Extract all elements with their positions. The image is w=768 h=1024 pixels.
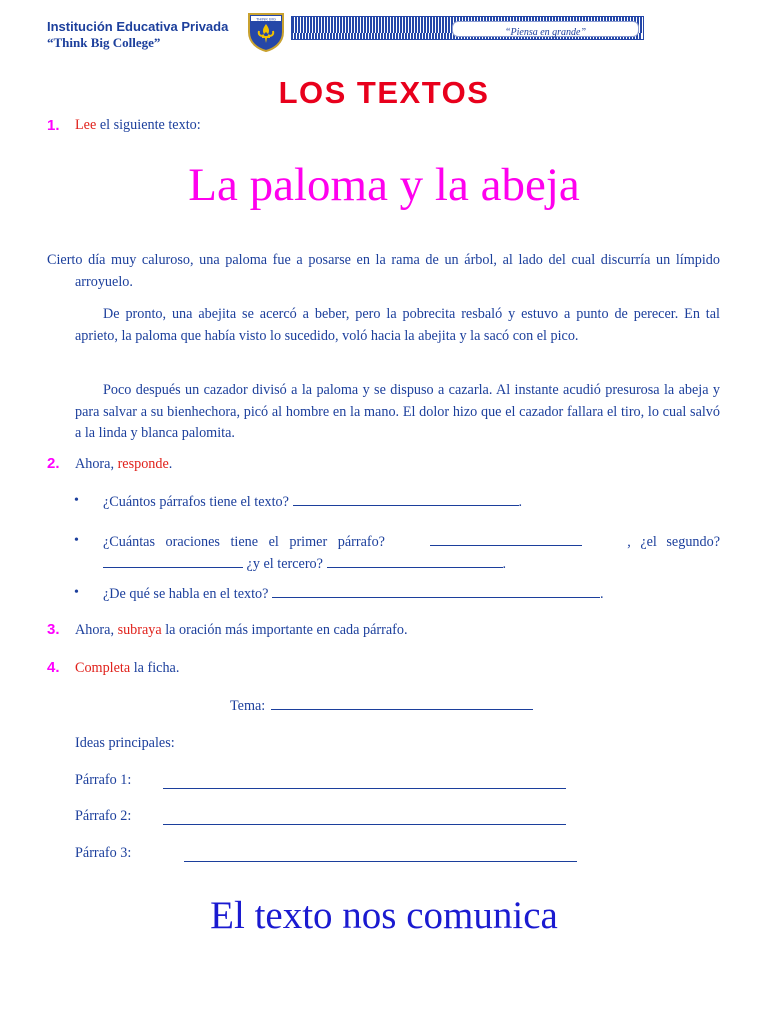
section-4-text: la ficha.	[130, 660, 180, 676]
tema-row	[230, 696, 533, 718]
question-3-text: ¿De qué se habla en el texto?	[103, 586, 269, 602]
section-1-instruction	[75, 115, 201, 137]
bullet-icon: •	[74, 533, 79, 548]
answer-2a-blank[interactable]	[430, 532, 582, 546]
story-title: La paloma y la abeja	[188, 159, 580, 211]
bullet-icon: •	[74, 585, 79, 600]
question-1-text: ¿Cuántos párrafos tiene el texto?	[103, 494, 289, 510]
question-1	[103, 492, 522, 514]
section-3-number: 3.	[47, 621, 60, 638]
paragraph-3-text: Poco después un cazador divisó a la paloma y se dispuso a cazarla. Al instante acudió presurosa la abeja y para salvar a su bienhechora, picó al hombre en la mano. El dolor hizo que el cazador fallara el tiro, lo cual salvó a la linda y blanca palomita.	[75, 382, 720, 441]
section-1-heading	[47, 117, 60, 135]
section-2-prefix: Ahora,	[75, 456, 118, 472]
parrafo-1-label: Párrafo 1:	[75, 772, 132, 788]
section-3-heading	[47, 621, 60, 639]
section-1-verb: Lee	[75, 117, 97, 133]
question-2	[103, 532, 720, 575]
section-4-heading	[47, 659, 60, 677]
question-3	[103, 584, 604, 606]
slogan-text: “Piensa en grande”	[504, 27, 587, 38]
question-2c-text: ¿y el tercero?	[246, 555, 323, 572]
question-2-text: ¿Cuántas oraciones tiene el primer párrafo?	[103, 534, 385, 550]
section-2-verb: responde	[117, 456, 169, 472]
question-2b-text: , ¿el segundo?	[627, 534, 720, 550]
answer-2c-blank[interactable]	[327, 554, 503, 568]
question-3-end: .	[600, 586, 604, 602]
section-3-text: la oración más importante en cada párrafo.	[161, 622, 408, 638]
paragraph-1-text: Cierto día muy caluroso, una paloma fue a posarse en la rama de un árbol, al lado del cual discurría un límpido arroyuelo.	[47, 252, 720, 290]
parrafo-3-blank[interactable]	[184, 861, 577, 862]
page-title: LOS TEXTOS	[278, 75, 490, 110]
ideas-label: Ideas principales:	[75, 735, 175, 751]
crest-text: THINK BIG	[255, 16, 277, 22]
story-paragraph-2	[75, 304, 720, 347]
parrafo-1-blank[interactable]	[163, 788, 566, 789]
section-2-instruction	[75, 454, 172, 476]
question-2-end: .	[502, 555, 507, 572]
section-1-number: 1.	[47, 117, 60, 134]
paragraph-2-text: De pronto, una abejita se acercó a beber, pero la pobrecita resbaló y estuvo a punto de perecer. En tal aprieto, la paloma que había visto lo sucedido, voló hacia la abejita y la sacó con el pico.	[75, 306, 720, 344]
section-3-instruction	[75, 620, 408, 642]
section-1-text: el siguiente texto:	[96, 117, 201, 133]
section-4-verb: Completa	[75, 660, 131, 676]
footer-title: El texto nos comunica	[210, 894, 558, 937]
tema-blank[interactable]	[271, 696, 533, 710]
header-institution: Institución Educativa Privada	[47, 19, 229, 34]
section-3-verb: subraya	[117, 622, 162, 638]
answer-3-blank[interactable]	[272, 584, 600, 598]
story-paragraph-3	[75, 380, 720, 445]
tema-label: Tema:	[230, 698, 266, 714]
story-paragraph-1	[47, 250, 720, 293]
bullet-icon: •	[74, 493, 79, 508]
section-4-instruction	[75, 658, 179, 680]
section-2-heading	[47, 455, 60, 473]
parrafo-2-blank[interactable]	[163, 824, 566, 825]
parrafo-3-label: Párrafo 3:	[75, 845, 132, 861]
answer-2b-blank[interactable]	[103, 554, 243, 568]
section-3-prefix: Ahora,	[75, 622, 118, 638]
section-2-suffix: .	[168, 456, 173, 472]
parrafo-2-label: Párrafo 2:	[75, 808, 132, 824]
answer-1-blank[interactable]	[293, 492, 519, 506]
section-2-number: 2.	[47, 455, 60, 472]
crest-icon	[247, 12, 285, 52]
section-4-number: 4.	[47, 659, 60, 676]
question-1-end: .	[518, 494, 523, 510]
header-college: “Think Big College”	[47, 35, 161, 50]
header-slogan	[452, 21, 639, 37]
